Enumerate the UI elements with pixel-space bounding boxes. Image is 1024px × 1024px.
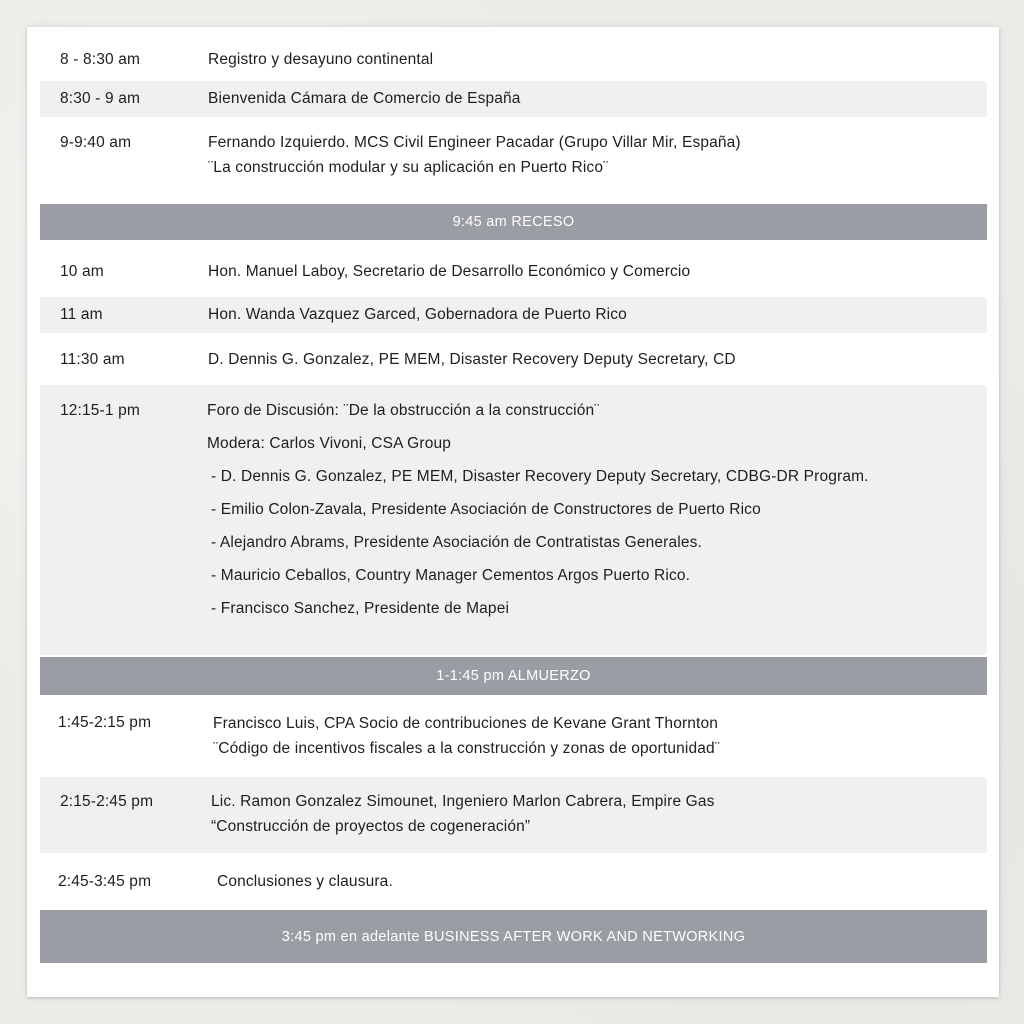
session-description: Bienvenida Cámara de Comercio de España	[208, 90, 521, 107]
panelist-item: - Alejandro Abrams, Presidente Asociación de Contratistas Generales.	[211, 534, 702, 551]
agenda-row	[40, 81, 987, 117]
session-description: Hon. Wanda Vazquez Garced, Gobernadora de Puerto Rico	[208, 306, 627, 323]
agenda-card	[27, 27, 999, 997]
time-label: 12:15-1 pm	[60, 402, 140, 419]
talk-title: ¨La construcción modular y su aplicación en Puerto Rico¨	[208, 159, 609, 176]
time-label: 8:30 - 9 am	[60, 90, 141, 107]
panelist-item: - Francisco Sanchez, Presidente de Mapei	[211, 600, 510, 617]
panelist-item: - D. Dennis G. Gonzalez, PE MEM, Disaster Recovery Deputy Secretary, CDBG-DR Program.	[211, 468, 869, 485]
time-label: 11:30 am	[60, 351, 125, 368]
time-label: 11 am	[60, 306, 103, 323]
forum-moderator: Modera: Carlos Vivoni, CSA Group	[207, 435, 452, 452]
networking-band: 3:45 pm en adelante BUSINESS AFTER WORK AND NETWORKING	[40, 910, 987, 963]
time-label: 9-9:40 am	[60, 134, 132, 151]
speaker-name: Fernando Izquierdo. MCS Civil Engineer Pacadar (Grupo Villar Mir, España)	[208, 134, 741, 151]
session-description: Hon. Manuel Laboy, Secretario de Desarrollo Económico y Comercio	[208, 263, 691, 280]
time-label: 2:15-2:45 pm	[60, 793, 154, 810]
time-label: 8 - 8:30 am	[60, 51, 141, 68]
agenda-row	[40, 127, 987, 187]
session-description: Conclusiones y clausura.	[217, 873, 393, 890]
agenda-row	[40, 777, 987, 853]
agenda-row	[40, 297, 987, 333]
agenda-row	[40, 343, 987, 379]
panelist-item: - Mauricio Ceballos, Country Manager Cementos Argos Puerto Rico.	[211, 567, 691, 584]
time-label: 10 am	[60, 263, 104, 280]
panelist-item: - Emilio Colon-Zavala, Presidente Asociación de Constructores de Puerto Rico	[211, 501, 761, 518]
agenda-row	[40, 705, 987, 771]
agenda-row	[40, 47, 987, 73]
break-band-receso: 9:45 am RECESO	[40, 204, 987, 240]
agenda-row	[40, 865, 987, 903]
break-band-almuerzo: 1-1:45 pm ALMUERZO	[40, 657, 987, 695]
forum-title: Foro de Discusión: ¨De la obstrucción a la construcción¨	[207, 402, 600, 419]
time-label: 1:45-2:15 pm	[58, 714, 152, 731]
agenda-row	[40, 255, 987, 291]
agenda-row-forum	[40, 385, 987, 655]
speaker-name: Lic. Ramon Gonzalez Simounet, Ingeniero Marlon Cabrera, Empire Gas	[211, 793, 715, 810]
speaker-name: Francisco Luis, CPA Socio de contribuciones de Kevane Grant Thornton	[213, 715, 719, 732]
session-description: Registro y desayuno continental	[208, 51, 434, 68]
time-label: 2:45-3:45 pm	[58, 873, 152, 890]
session-description: D. Dennis G. Gonzalez, PE MEM, Disaster Recovery Deputy Secretary, CD	[208, 351, 736, 368]
talk-title: ¨Código de incentivos fiscales a la construcción y zonas de oportunidad¨	[213, 740, 721, 757]
talk-title: “Construcción de proyectos de cogeneración”	[211, 818, 531, 835]
